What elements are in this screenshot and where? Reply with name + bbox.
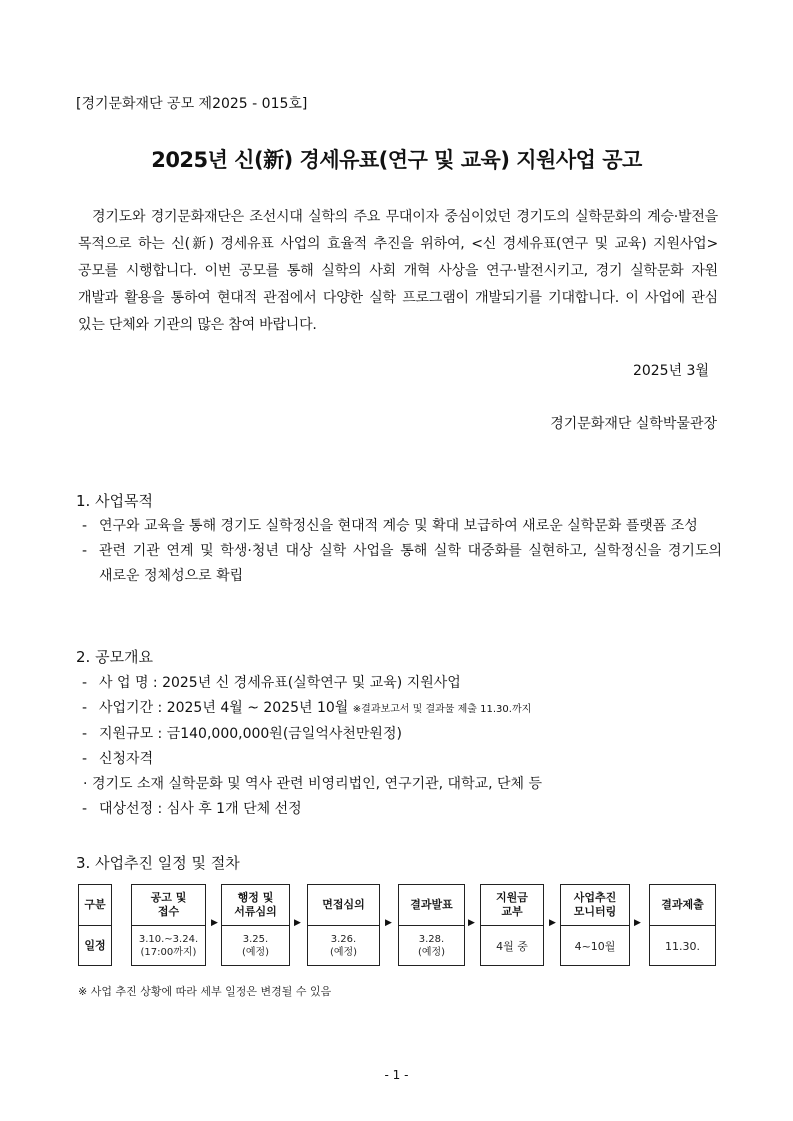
arrow-icon: ▶ xyxy=(385,918,392,928)
step-date xyxy=(481,926,543,966)
step-date-line: 3.25. xyxy=(242,934,269,945)
step-label xyxy=(308,885,379,925)
step-date-line: (예정) xyxy=(329,947,358,958)
step-date-line: (예정) xyxy=(417,947,446,958)
page-number: - 1 - xyxy=(384,1068,409,1082)
arrow-icon: ▶ xyxy=(294,918,301,928)
eligibility-detail: 경기도 소재 실학문화 및 역사 관련 비영리법인, 연구기관, 대학교, 단체 등 xyxy=(92,776,543,792)
dash-bullet: - xyxy=(82,675,88,691)
project-name: 사 업 명 : 2025년 신 경세유표(실학연구 및 교육) 지원사업 xyxy=(99,675,461,691)
budget: 지원규모 : 금140,000,000원(금일억사천만원정) xyxy=(99,726,402,742)
intro-paragraph xyxy=(78,204,718,339)
announcement-date: 2025년 3월 xyxy=(632,363,709,379)
step-label-line: 사업추진 xyxy=(573,891,617,904)
step-label xyxy=(222,885,289,925)
section-1-heading: 1. 사업목적 xyxy=(76,492,154,510)
step-date xyxy=(132,926,205,966)
schedule-label-box xyxy=(78,884,112,966)
schedule-step xyxy=(560,884,630,966)
arrow-icon: ▶ xyxy=(634,918,641,928)
selection: 대상선정 : 심사 후 1개 단체 선정 xyxy=(99,801,302,817)
schedule-step xyxy=(398,884,465,966)
step-label xyxy=(561,885,629,925)
step-date xyxy=(222,926,289,966)
step-label-line: 모니터링 xyxy=(573,905,617,918)
step-label-line: 접수 xyxy=(157,905,180,918)
step-date xyxy=(650,926,715,966)
list-item xyxy=(82,671,722,696)
intro-text: 경기도와 경기문화재단은 조선시대 실학의 주요 무대이자 중심이었던 경기도의 실학문화의 계승·발전을 목적으로 하는 신(新) 경세유표 사업의 효율적 추진을 위하여, <신 경세유표(연구 및 교육) 지원사업> 공모를 시행합니다. 이번 공모를 통해 실학의 사회 개혁 사상을 연구·발전시키고, 경기 실학문화 자원 개발과 활용을 통하여 현대적 관점에서 다양한 실학 프로그램이 개발되기를 기대합니다. 이 사업에 관심 있는 단체와 기관의 많은 참여 바랍니다. xyxy=(78,209,718,333)
schedule-step xyxy=(221,884,290,966)
schedule-diagram xyxy=(78,884,718,966)
project-period: 사업기간 : 2025년 4월 ~ 2025년 10월 xyxy=(99,700,349,716)
schedule-step xyxy=(480,884,544,966)
arrow-icon: ▶ xyxy=(211,918,218,928)
step-date xyxy=(399,926,464,966)
step-label-line: 교부 xyxy=(501,905,523,918)
step-label-line: 지원금 xyxy=(496,891,528,904)
step-label xyxy=(132,885,205,925)
step-date-line: 3.28. xyxy=(418,934,445,945)
step-date xyxy=(561,926,629,966)
step-date xyxy=(308,926,379,966)
row-schedule-label: 일정 xyxy=(84,939,106,952)
dash-bullet: - xyxy=(82,751,88,767)
section-2-heading: 2. 공모개요 xyxy=(76,648,154,666)
page-title: 2025년 신(新) 경세유표(연구 및 교육) 지원사업 공고 xyxy=(151,148,642,172)
step-date-line: 11.30. xyxy=(665,939,700,953)
dash-bullet: - xyxy=(82,726,88,742)
step-date-line: 3.10.~3.24. xyxy=(138,934,199,945)
section-1-list xyxy=(82,514,722,589)
arrow-icon: ▶ xyxy=(549,918,556,928)
step-label-line: 행정 및 xyxy=(237,891,274,904)
step-date-line: (예정) xyxy=(241,947,270,958)
step-date-line: 4월 중 xyxy=(496,939,528,953)
arrow-icon: ▶ xyxy=(468,918,475,928)
step-date-line: (17:00까지) xyxy=(140,947,197,958)
issuing-organization: 경기문화재단 실학박물관장 xyxy=(550,416,717,432)
list-item xyxy=(82,747,722,772)
schedule-step xyxy=(307,884,380,966)
step-label-line: 결과제출 xyxy=(661,898,704,911)
list-item xyxy=(82,722,722,747)
step-label xyxy=(481,885,543,925)
period-note: ※결과보고서 및 결과물 제출 11.30.까지 xyxy=(352,704,532,715)
dash-bullet: - xyxy=(82,543,88,559)
purpose-item-1: 연구와 교육을 통해 경기도 실학정신을 현대적 계승 및 확대 보급하여 새로운 실학문화 플랫폼 조성 xyxy=(99,518,698,534)
section-3-heading: 3. 사업추진 일정 및 절차 xyxy=(76,854,240,872)
schedule-footnote: ※ 사업 추진 상황에 따라 세부 일정은 변경될 수 있음 xyxy=(78,985,332,998)
dash-bullet: - xyxy=(82,518,88,534)
schedule-step xyxy=(649,884,716,966)
list-item xyxy=(82,539,722,589)
step-label xyxy=(399,885,464,925)
step-label-line: 결과발표 xyxy=(410,898,453,911)
list-item xyxy=(82,514,722,539)
schedule-step xyxy=(131,884,206,966)
step-label-line: 서류심의 xyxy=(234,905,277,918)
eligibility-label: 신청자격 xyxy=(99,751,154,767)
step-label-line: 면접심의 xyxy=(322,898,365,911)
list-item xyxy=(82,772,722,797)
step-date-line: 3.26. xyxy=(330,934,357,945)
row-header-label: 구분 xyxy=(84,898,106,911)
list-item xyxy=(82,696,722,722)
section-2-list xyxy=(82,671,722,822)
step-label xyxy=(650,885,715,925)
step-date-line: 4~10월 xyxy=(574,939,616,953)
notice-number: [경기문화재단 공모 제2025 - 015호] xyxy=(76,96,308,112)
dot-bullet: · xyxy=(83,776,88,792)
dash-bullet: - xyxy=(82,801,88,817)
dash-bullet: - xyxy=(82,700,88,716)
purpose-item-2: 관련 기관 연계 및 학생·청년 대상 실학 사업을 통해 실학 대중화를 실현하고, 실학정신을 경기도의 새로운 정체성으로 확립 xyxy=(99,543,722,584)
step-label-line: 공고 및 xyxy=(150,891,187,904)
list-item xyxy=(82,797,722,822)
